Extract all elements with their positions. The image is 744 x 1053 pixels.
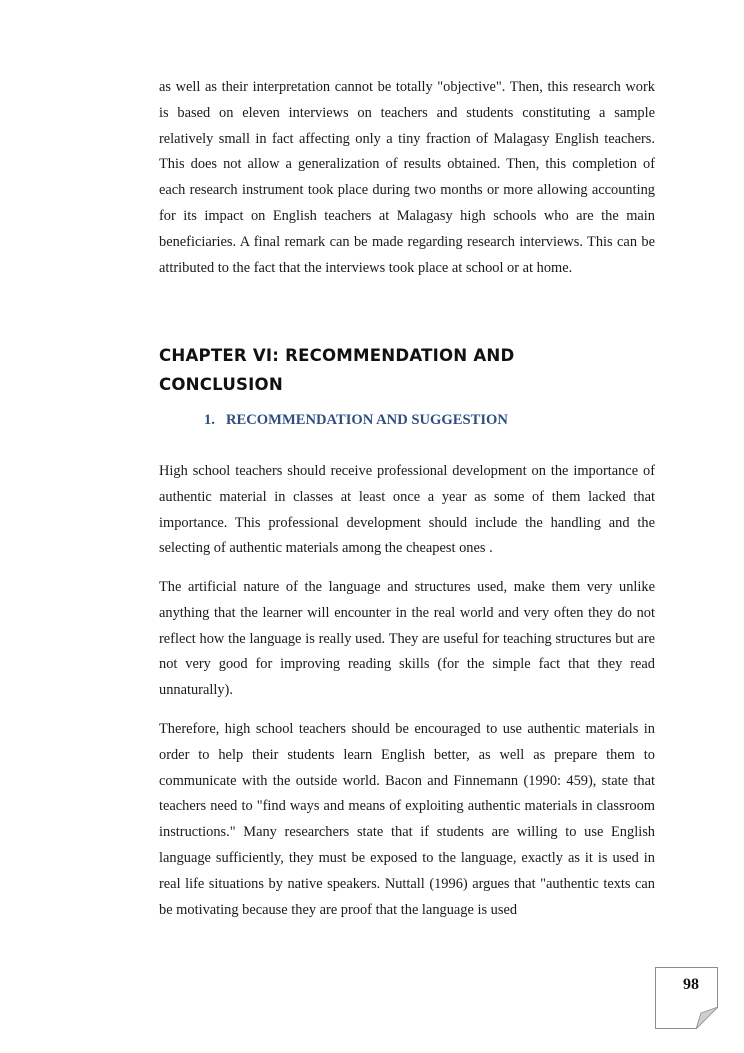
chapter-title <box>159 341 655 399</box>
chapter-title-line-2: CONCLUSION <box>159 375 283 394</box>
section-heading <box>204 410 508 430</box>
section-title: RECOMMENDATION AND SUGGESTION <box>226 412 508 428</box>
page-number: 98 <box>683 976 699 993</box>
intro-paragraph: as well as their interpretation cannot be totally "objective". Then, this research work is based on eleven interviews on teachers and students constituting a sample relatively small in fact affecting only a tiny fraction of Malagasy English teachers. This does not allow a generalization of results obtained. Then, this completion of each research instrument took place during two months or more allowing accounting for its impact on English teachers at Malagasy high schools who are the main beneficiaries. A final remark can be made regarding research interviews. This can be attributed to the fact that the interviews took place at school or at home. <box>159 79 655 276</box>
section-number: 1. <box>204 412 215 428</box>
page-number-box <box>655 967 718 1029</box>
paragraph-professional-development: High school teachers should receive professional development on the importance of authentic material in classes at least once a year as some of them lacked that importance. This professional development should include the handling and the selecting of authentic materials among the cheapest ones . <box>159 463 655 557</box>
chapter-title-line-1: CHAPTER VI: RECOMMENDATION AND <box>159 346 515 365</box>
paragraph-artificial-nature: The artificial nature of the language and structures used, make them very unlike anything that the learner will encounter in the real world and very often they do not reflect how the language is really used. They are useful for teaching structures but are not very good for improving reading skills (for the simple fact that they read unnaturally). <box>159 579 655 699</box>
paragraph-authentic-materials: Therefore, high school teachers should be encouraged to use authentic materials in order to help their students learn English better, as well as prepare them to communicate with the outside world. Bacon and Finnemann (1990: 459), state that teachers need to "find ways and means of exploiting authentic materials in classroom instructions." Many researchers state that if students are willing to use English language sufficiently, they must be exposed to the language, exactly as it is used in real life situations by native speakers. Nuttall (1996) argues that "authentic texts can be motivating because they are proof that the language is used <box>159 721 655 918</box>
page-curl-icon <box>696 1007 718 1029</box>
